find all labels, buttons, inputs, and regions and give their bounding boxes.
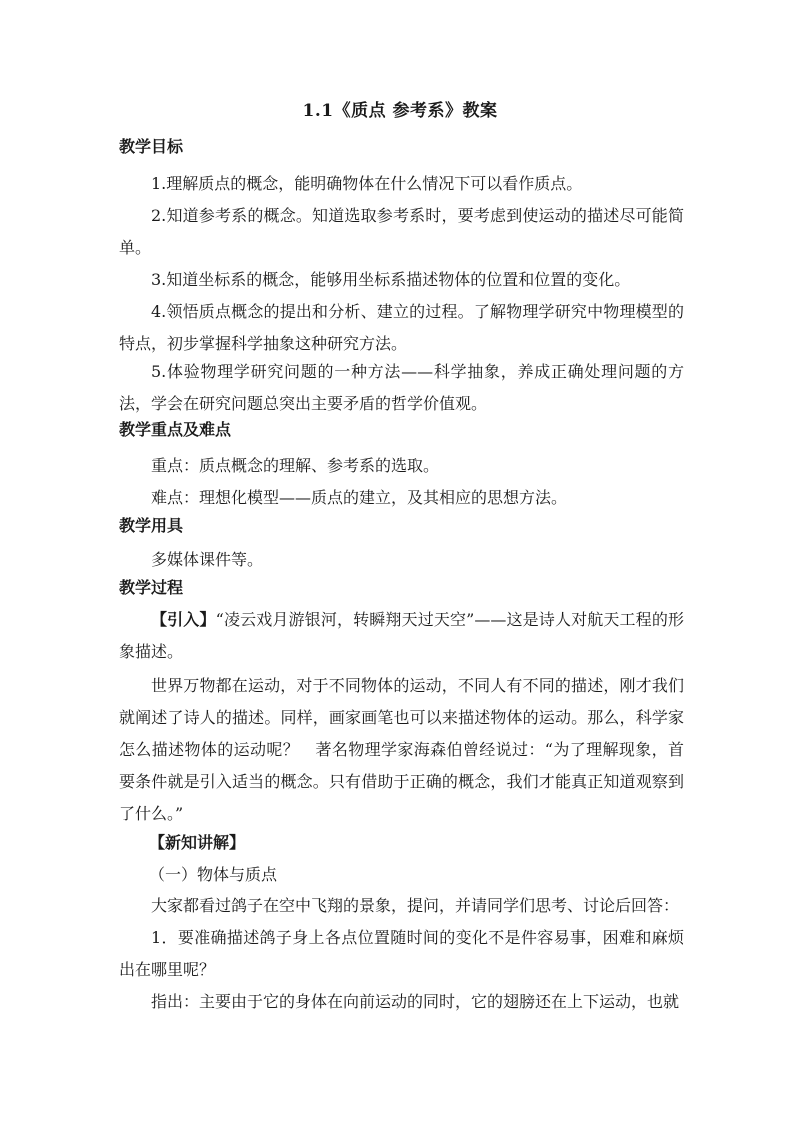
tools-item: 多媒体课件等。 [151,550,264,569]
heading-objectives: 教学目标 [119,137,184,156]
intro-text: “凌云戏月游银河，转瞬翔天过天空”——这是诗人对航天工程的形象描述。 [119,610,684,661]
heading-process: 教学过程 [119,578,184,597]
heading-tools: 教学用具 [119,516,184,535]
objective-item: 1.理解质点的概念，能明确物体在什么情况下可以看作质点。 [151,174,583,193]
key-point-item: 难点：理想化模型——质点的建立，及其相应的思想方法。 [151,488,568,507]
question-item: 1．要准确描述鸽子身上各点位置随时间的变化不是件容易事，困难和麻烦出在哪里呢？ [119,928,684,979]
process-paragraph: 大家都看过鸽子在空中飞翔的景象，提问，并请同学们思考、讨论后回答： [151,896,680,915]
objective-item: 4.领悟质点概念的提出和分析、建立的过程。了解物理学研究中物理模型的特点，初步掌握科学抽象这种研究方法。 [119,302,684,353]
new-knowledge-heading: 【新知讲解】 [149,833,246,852]
objective-item: 2.知道参考系的概念。知道选取参考系时，要考虑到使运动的描述尽可能简单。 [119,206,684,257]
intro-label: 【引入】 [151,610,216,629]
answer-item: 指出：主要由于它的身体在向前运动的同时，它的翅膀还在上下运动，也就 [151,992,680,1011]
key-point-item: 重点：质点概念的理解、参考系的选取。 [151,456,440,475]
heading-key-points: 教学重点及难点 [119,420,232,439]
process-paragraph: 世界万物都在运动，对于不同物体的运动，不同人有不同的描述，刚才我们就阐述了诗人的描述。同样，画家画笔也可以来描述物体的运动。那么，科学家怎么描述物体的运动呢？ 著名物理学家海森伯曾经说过：“为了理解现象，首要条件就是引入适当的概念。只有借助于正确的概念，我们才能真正知道观察到了什么。” [119,676,684,823]
objective-item: 5.体验物理学研究问题的一种方法——科学抽象，养成正确处理问题的方法，学会在研究问题总突出主要矛盾的哲学价值观。 [119,362,684,413]
page-title: 1.1《质点 参考系》教案 [302,101,498,121]
subsection-title: （一）物体与质点 [149,865,278,884]
intro-paragraph [119,604,684,668]
objective-item: 3.知道坐标系的概念，能够用坐标系描述物体的位置和位置的变化。 [151,270,631,289]
